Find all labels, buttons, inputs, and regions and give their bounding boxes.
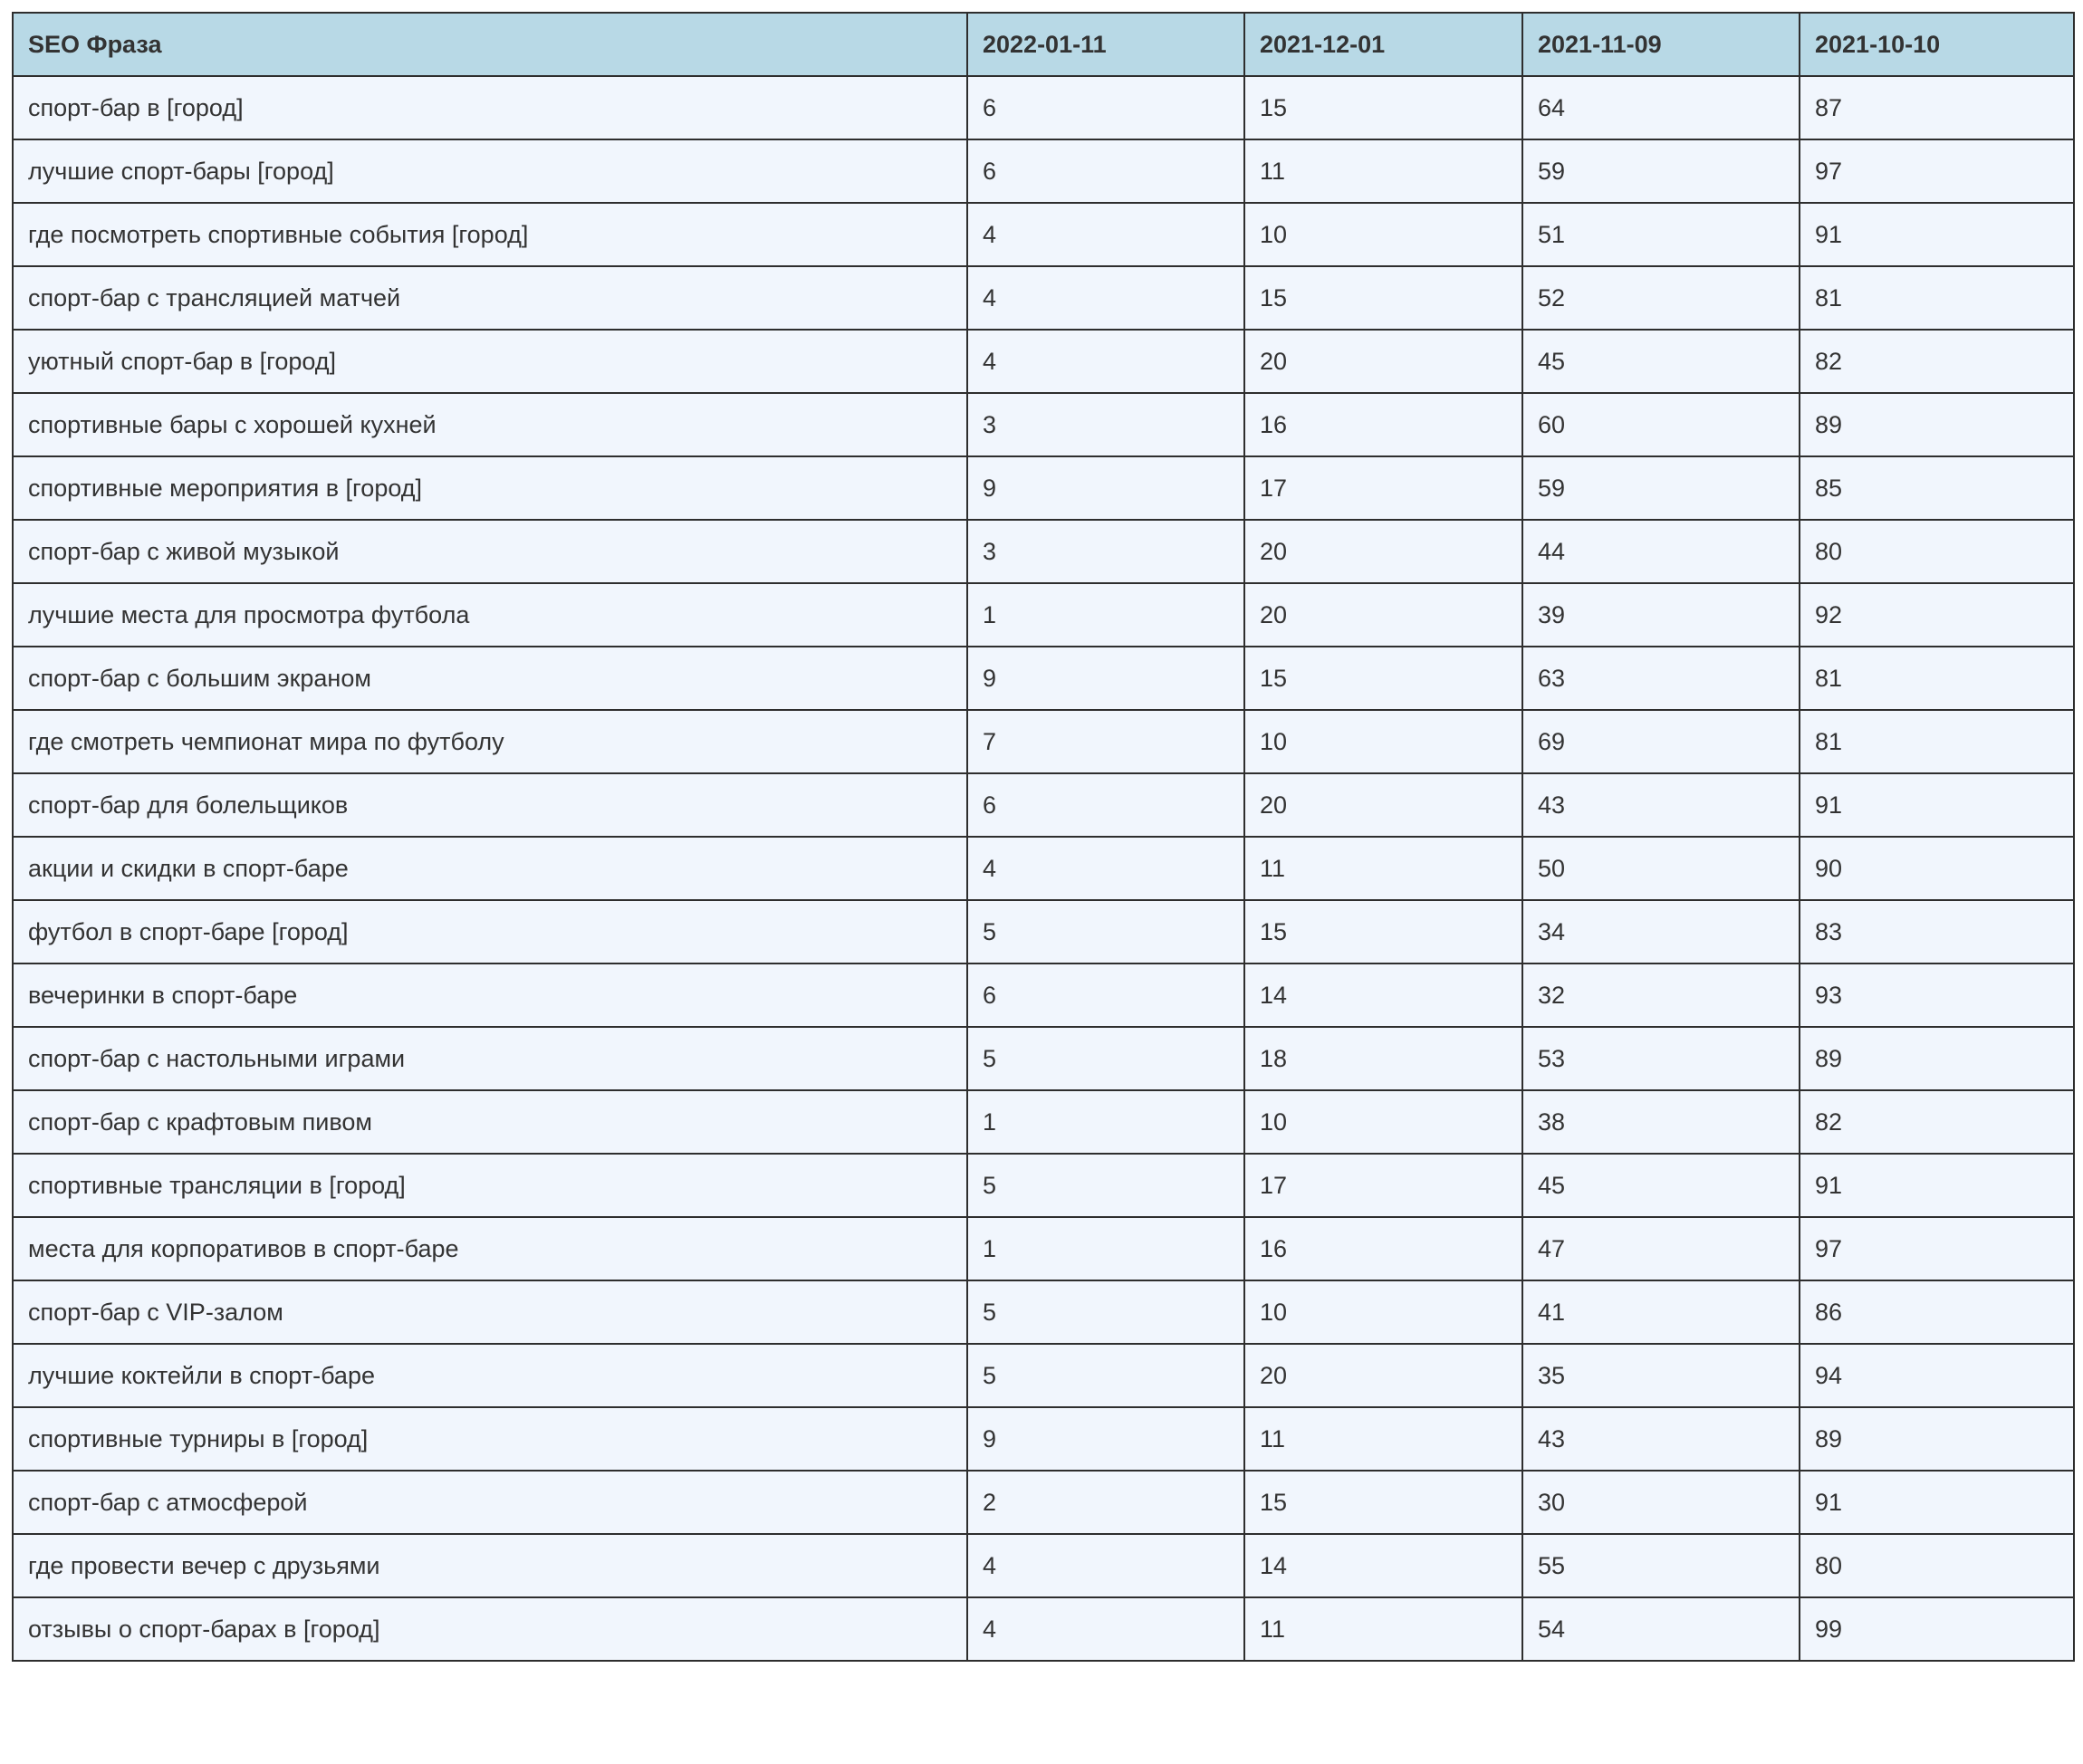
rank-cell: 39 xyxy=(1522,583,1800,647)
rank-cell: 44 xyxy=(1522,520,1800,583)
rank-cell: 91 xyxy=(1800,773,2074,837)
rank-cell: 20 xyxy=(1244,330,1522,393)
rank-cell: 5 xyxy=(967,1154,1244,1217)
table-row xyxy=(13,139,2074,203)
rank-cell: 97 xyxy=(1800,139,2074,203)
table-row xyxy=(13,76,2074,139)
rank-cell: 5 xyxy=(967,900,1244,963)
rank-cell: 6 xyxy=(967,963,1244,1027)
rank-cell: 85 xyxy=(1800,456,2074,520)
rank-cell: 90 xyxy=(1800,837,2074,900)
seo-phrase-cell: лучшие места для просмотра футбола xyxy=(13,583,967,647)
seo-phrase-cell: места для корпоративов в спорт-баре xyxy=(13,1217,967,1280)
table-row xyxy=(13,1597,2074,1661)
table-header-row xyxy=(13,13,2074,76)
rank-cell: 9 xyxy=(967,456,1244,520)
seo-phrase-cell: спорт-бар с крафтовым пивом xyxy=(13,1090,967,1154)
rank-cell: 10 xyxy=(1244,710,1522,773)
seo-rankings-table xyxy=(12,12,2075,1662)
rank-cell: 92 xyxy=(1800,583,2074,647)
rank-cell: 51 xyxy=(1522,203,1800,266)
rank-cell: 11 xyxy=(1244,139,1522,203)
seo-phrase-cell: где провести вечер с друзьями xyxy=(13,1534,967,1597)
seo-phrase-cell: спорт-бар с живой музыкой xyxy=(13,520,967,583)
seo-phrase-cell: отзывы о спорт-барах в [город] xyxy=(13,1597,967,1661)
rank-cell: 30 xyxy=(1522,1471,1800,1534)
column-header-date: 2022-01-11 xyxy=(967,13,1244,76)
rank-cell: 94 xyxy=(1800,1344,2074,1407)
rank-cell: 60 xyxy=(1522,393,1800,456)
rank-cell: 7 xyxy=(967,710,1244,773)
rank-cell: 59 xyxy=(1522,139,1800,203)
rank-cell: 81 xyxy=(1800,710,2074,773)
rank-cell: 15 xyxy=(1244,900,1522,963)
rank-cell: 20 xyxy=(1244,520,1522,583)
table-row xyxy=(13,1471,2074,1534)
rank-cell: 35 xyxy=(1522,1344,1800,1407)
rank-cell: 43 xyxy=(1522,773,1800,837)
rank-cell: 15 xyxy=(1244,647,1522,710)
rank-cell: 97 xyxy=(1800,1217,2074,1280)
table-row xyxy=(13,583,2074,647)
rank-cell: 6 xyxy=(967,139,1244,203)
rank-cell: 34 xyxy=(1522,900,1800,963)
table-row xyxy=(13,330,2074,393)
seo-phrase-cell: спорт-бар для болельщиков xyxy=(13,773,967,837)
rank-cell: 15 xyxy=(1244,76,1522,139)
table-row xyxy=(13,773,2074,837)
rank-cell: 91 xyxy=(1800,203,2074,266)
table-body xyxy=(13,76,2074,1661)
rank-cell: 50 xyxy=(1522,837,1800,900)
rank-cell: 20 xyxy=(1244,1344,1522,1407)
seo-phrase-cell: где посмотреть спортивные события [город] xyxy=(13,203,967,266)
rank-cell: 9 xyxy=(967,647,1244,710)
seo-phrase-cell: спорт-бар с трансляцией матчей xyxy=(13,266,967,330)
table-row xyxy=(13,1217,2074,1280)
rank-cell: 17 xyxy=(1244,1154,1522,1217)
table-row xyxy=(13,647,2074,710)
table-row xyxy=(13,1407,2074,1471)
rank-cell: 11 xyxy=(1244,1597,1522,1661)
seo-phrase-cell: спорт-бар с большим экраном xyxy=(13,647,967,710)
seo-phrase-cell: футбол в спорт-баре [город] xyxy=(13,900,967,963)
table-row xyxy=(13,963,2074,1027)
seo-phrase-cell: спорт-бар с настольными играми xyxy=(13,1027,967,1090)
rank-cell: 10 xyxy=(1244,203,1522,266)
rank-cell: 32 xyxy=(1522,963,1800,1027)
rank-cell: 87 xyxy=(1800,76,2074,139)
rank-cell: 91 xyxy=(1800,1471,2074,1534)
rank-cell: 54 xyxy=(1522,1597,1800,1661)
column-header-date: 2021-11-09 xyxy=(1522,13,1800,76)
rank-cell: 93 xyxy=(1800,963,2074,1027)
table-row xyxy=(13,1027,2074,1090)
rank-cell: 52 xyxy=(1522,266,1800,330)
rank-cell: 1 xyxy=(967,1090,1244,1154)
rank-cell: 11 xyxy=(1244,1407,1522,1471)
table-row xyxy=(13,266,2074,330)
rank-cell: 15 xyxy=(1244,1471,1522,1534)
table-row xyxy=(13,1534,2074,1597)
rank-cell: 1 xyxy=(967,1217,1244,1280)
table-row xyxy=(13,1280,2074,1344)
rank-cell: 82 xyxy=(1800,330,2074,393)
rank-cell: 64 xyxy=(1522,76,1800,139)
rank-cell: 41 xyxy=(1522,1280,1800,1344)
table-row xyxy=(13,1344,2074,1407)
rank-cell: 5 xyxy=(967,1027,1244,1090)
rank-cell: 86 xyxy=(1800,1280,2074,1344)
table-row xyxy=(13,203,2074,266)
rank-cell: 1 xyxy=(967,583,1244,647)
seo-phrase-cell: уютный спорт-бар в [город] xyxy=(13,330,967,393)
seo-phrase-cell: спортивные трансляции в [город] xyxy=(13,1154,967,1217)
table-row xyxy=(13,1154,2074,1217)
rank-cell: 89 xyxy=(1800,1027,2074,1090)
rank-cell: 89 xyxy=(1800,1407,2074,1471)
table-row xyxy=(13,1090,2074,1154)
seo-phrase-cell: где смотреть чемпионат мира по футболу xyxy=(13,710,967,773)
column-header-phrase: SEO Фраза xyxy=(13,13,967,76)
rank-cell: 4 xyxy=(967,1534,1244,1597)
seo-phrase-cell: спорт-бар с атмосферой xyxy=(13,1471,967,1534)
rank-cell: 69 xyxy=(1522,710,1800,773)
seo-phrase-cell: акции и скидки в спорт-баре xyxy=(13,837,967,900)
rank-cell: 9 xyxy=(967,1407,1244,1471)
rank-cell: 5 xyxy=(967,1344,1244,1407)
rank-cell: 99 xyxy=(1800,1597,2074,1661)
rank-cell: 53 xyxy=(1522,1027,1800,1090)
rank-cell: 4 xyxy=(967,203,1244,266)
column-header-date: 2021-12-01 xyxy=(1244,13,1522,76)
seo-phrase-cell: спортивные турниры в [город] xyxy=(13,1407,967,1471)
table-row xyxy=(13,393,2074,456)
rank-cell: 81 xyxy=(1800,266,2074,330)
seo-phrase-cell: спортивные мероприятия в [город] xyxy=(13,456,967,520)
rank-cell: 45 xyxy=(1522,1154,1800,1217)
table-row xyxy=(13,456,2074,520)
rank-cell: 14 xyxy=(1244,963,1522,1027)
rank-cell: 55 xyxy=(1522,1534,1800,1597)
rank-cell: 89 xyxy=(1800,393,2074,456)
rank-cell: 20 xyxy=(1244,583,1522,647)
rank-cell: 6 xyxy=(967,773,1244,837)
rank-cell: 80 xyxy=(1800,1534,2074,1597)
table-row xyxy=(13,900,2074,963)
rank-cell: 83 xyxy=(1800,900,2074,963)
rank-cell: 43 xyxy=(1522,1407,1800,1471)
table-row xyxy=(13,520,2074,583)
rank-cell: 91 xyxy=(1800,1154,2074,1217)
table-row xyxy=(13,837,2074,900)
rank-cell: 11 xyxy=(1244,837,1522,900)
seo-phrase-cell: спорт-бар с VIP-залом xyxy=(13,1280,967,1344)
rank-cell: 10 xyxy=(1244,1280,1522,1344)
rank-cell: 2 xyxy=(967,1471,1244,1534)
rank-cell: 3 xyxy=(967,393,1244,456)
rank-cell: 3 xyxy=(967,520,1244,583)
seo-phrase-cell: вечеринки в спорт-баре xyxy=(13,963,967,1027)
rank-cell: 14 xyxy=(1244,1534,1522,1597)
rank-cell: 38 xyxy=(1522,1090,1800,1154)
rank-cell: 16 xyxy=(1244,1217,1522,1280)
rank-cell: 10 xyxy=(1244,1090,1522,1154)
seo-phrase-cell: спортивные бары с хорошей кухней xyxy=(13,393,967,456)
rank-cell: 47 xyxy=(1522,1217,1800,1280)
seo-phrase-cell: лучшие коктейли в спорт-баре xyxy=(13,1344,967,1407)
rank-cell: 18 xyxy=(1244,1027,1522,1090)
rank-cell: 63 xyxy=(1522,647,1800,710)
rank-cell: 82 xyxy=(1800,1090,2074,1154)
rank-cell: 4 xyxy=(967,1597,1244,1661)
rank-cell: 45 xyxy=(1522,330,1800,393)
rank-cell: 4 xyxy=(967,837,1244,900)
rank-cell: 5 xyxy=(967,1280,1244,1344)
rank-cell: 20 xyxy=(1244,773,1522,837)
rank-cell: 81 xyxy=(1800,647,2074,710)
seo-phrase-cell: лучшие спорт-бары [город] xyxy=(13,139,967,203)
rank-cell: 59 xyxy=(1522,456,1800,520)
seo-phrase-cell: спорт-бар в [город] xyxy=(13,76,967,139)
rank-cell: 16 xyxy=(1244,393,1522,456)
seo-table-container xyxy=(12,12,2073,1662)
rank-cell: 4 xyxy=(967,330,1244,393)
rank-cell: 6 xyxy=(967,76,1244,139)
column-header-date: 2021-10-10 xyxy=(1800,13,2074,76)
rank-cell: 4 xyxy=(967,266,1244,330)
rank-cell: 17 xyxy=(1244,456,1522,520)
rank-cell: 80 xyxy=(1800,520,2074,583)
rank-cell: 15 xyxy=(1244,266,1522,330)
table-row xyxy=(13,710,2074,773)
